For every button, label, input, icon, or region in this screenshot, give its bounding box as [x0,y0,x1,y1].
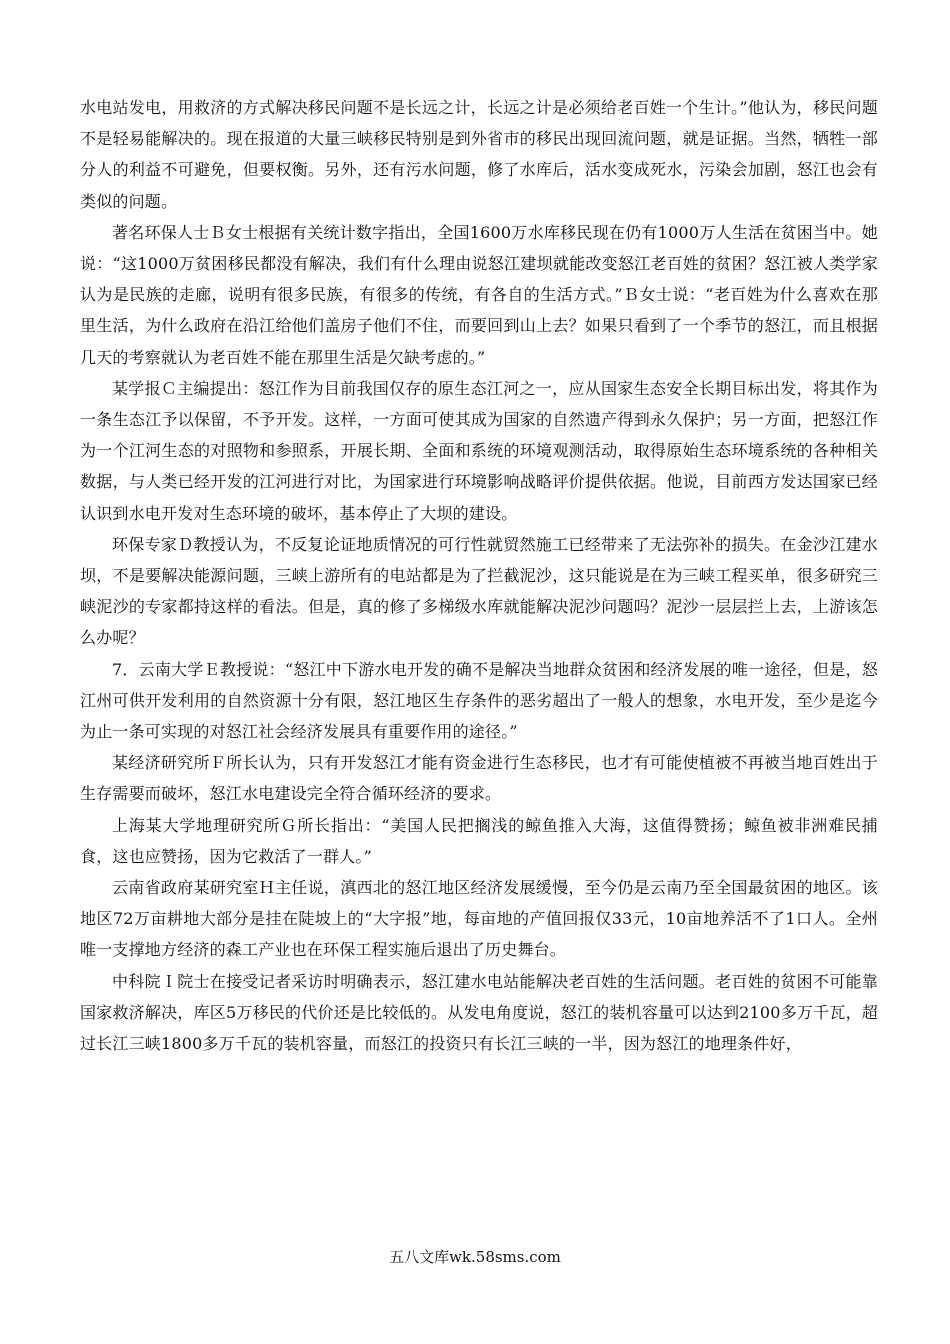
paragraph-i: 中科院Ｉ院士在接受记者采访时明确表示，怒江建水电站能解决老百姓的生活问题。老百姓的贫困不可能靠国家救济解决，库区5万移民的代价还是比较低的。从发电角度说，怒江的装机容量可以达到2100多万千瓦，超过长江三峡1800多万千瓦的装机容量，而怒江的投资只有长江三峡的一半，因为怒江的地理条件好， [80,971,878,1054]
paragraph-h: 云南省政府某研究室Ｈ主任说，滇西北的怒江地区经济发展缓慢，至今仍是云南乃至全国最贫困的地区。该地区72万亩耕地大部分是挂在陡坡上的“大字报”地，每亩地的产值回报仅33元，10亩地养活不了1口人。全州唯一支撑地方经济的森工产业也在环保工程实施后退出了历史舞台。 [80,878,878,960]
paragraph-b: 著名环保人士Ｂ女士根据有关统计数字指出，全国1600万水库移民现在仍有1000万人生活在贫困当中。她说：“这1000万贫困移民都没有解决，我们有什么理由说怒江建坝就能改变怒江老百姓的贫困？怒江被人类学家认为是民族的走廊，说明有很多民族，有很多的传统，有各自的生活方式。”Ｂ女士说：“老百姓为什么喜欢在那里生活，为什么政府在沿江给他们盖房子他们不住，而要回到山上去？如果只看到了一个季节的怒江，而且根据几天的考察就认为老百姓不能在那里生活是欠缺考虑的。” [80,222,878,367]
paragraph-d: 环保专家Ｄ教授认为，不反复论证地质情况的可行性就贸然施工已经带来了无法弥补的损失。在金沙江建水坝，不是要解决能源问题，三峡上游所有的电站都是为了拦截泥沙，这只能说是在为三峡工程买单，很多研究三峡泥沙的专家都持这样的看法。但是，真的修了多梯级水库就能解决泥沙问题吗？泥沙一层层拦上去，上游该怎么办呢？ [80,534,878,648]
paragraph-e: 7．云南大学Ｅ教授说：“怒江中下游水电开发的确不是解决当地群众贫困和经济发展的唯一途径，但是，怒江州可供开发利用的自然资源十分有限，怒江地区生存条件的恶劣超出了一般人的想象，水电开发，至少是迄今为止一条可实现的对怒江社会经济发展具有重要作用的途径。” [80,659,878,742]
document-body [80,92,878,1059]
paragraph-continuation: 水电站发电，用救济的方式解决移民问题不是长远之计，长远之计是必须给老百姓一个生计。”他认为，移民问题不是轻易能解决的。现在报道的大量三峡移民特别是到外省市的移民出现回流问题，就是证据。当然，牺牲一部分人的利益不可避免，但要权衡。另外，还有污水问题，修了水库后，活水变成死水，污染会加剧，怒江也会有类似的问题。 [80,98,878,211]
paragraph-g: 上海某大学地理研究所Ｇ所长指出：“美国人民把搁浅的鲸鱼推入大海，这值得赞扬；鲸鱼被非洲难民捕食，这也应赞扬，因为它救活了一群人。” [80,815,878,866]
page-footer: 五八文库wk.58sms.com [389,1248,561,1266]
paragraph-c: 某学报Ｃ主编提出：怒江作为目前我国仅存的原生态江河之一，应从国家生态安全长期目标出发，将其作为一条生态江予以保留，不予开发。这样，一方面可使其成为国家的自然遗产得到永久保护；另一方面，把怒江作为一个江河生态的对照物和参照系，开展长期、全面和系统的环境观测活动，取得原始生态环境系统的各种相关数据，与人类已经开发的江河进行对比，为国家进行环境影响战略评价提供依据。他说，目前西方发达国家已经认识到水电开发对生态环境的破坏，基本停止了大坝的建设。 [80,378,878,523]
paragraph-f: 某经济研究所Ｆ所长认为，只有开发怒江才能有资金进行生态移民，也才有可能使植被不再被当地百姓出于生存需要而破坏，怒江水电建设完全符合循环经济的要求。 [80,753,878,804]
